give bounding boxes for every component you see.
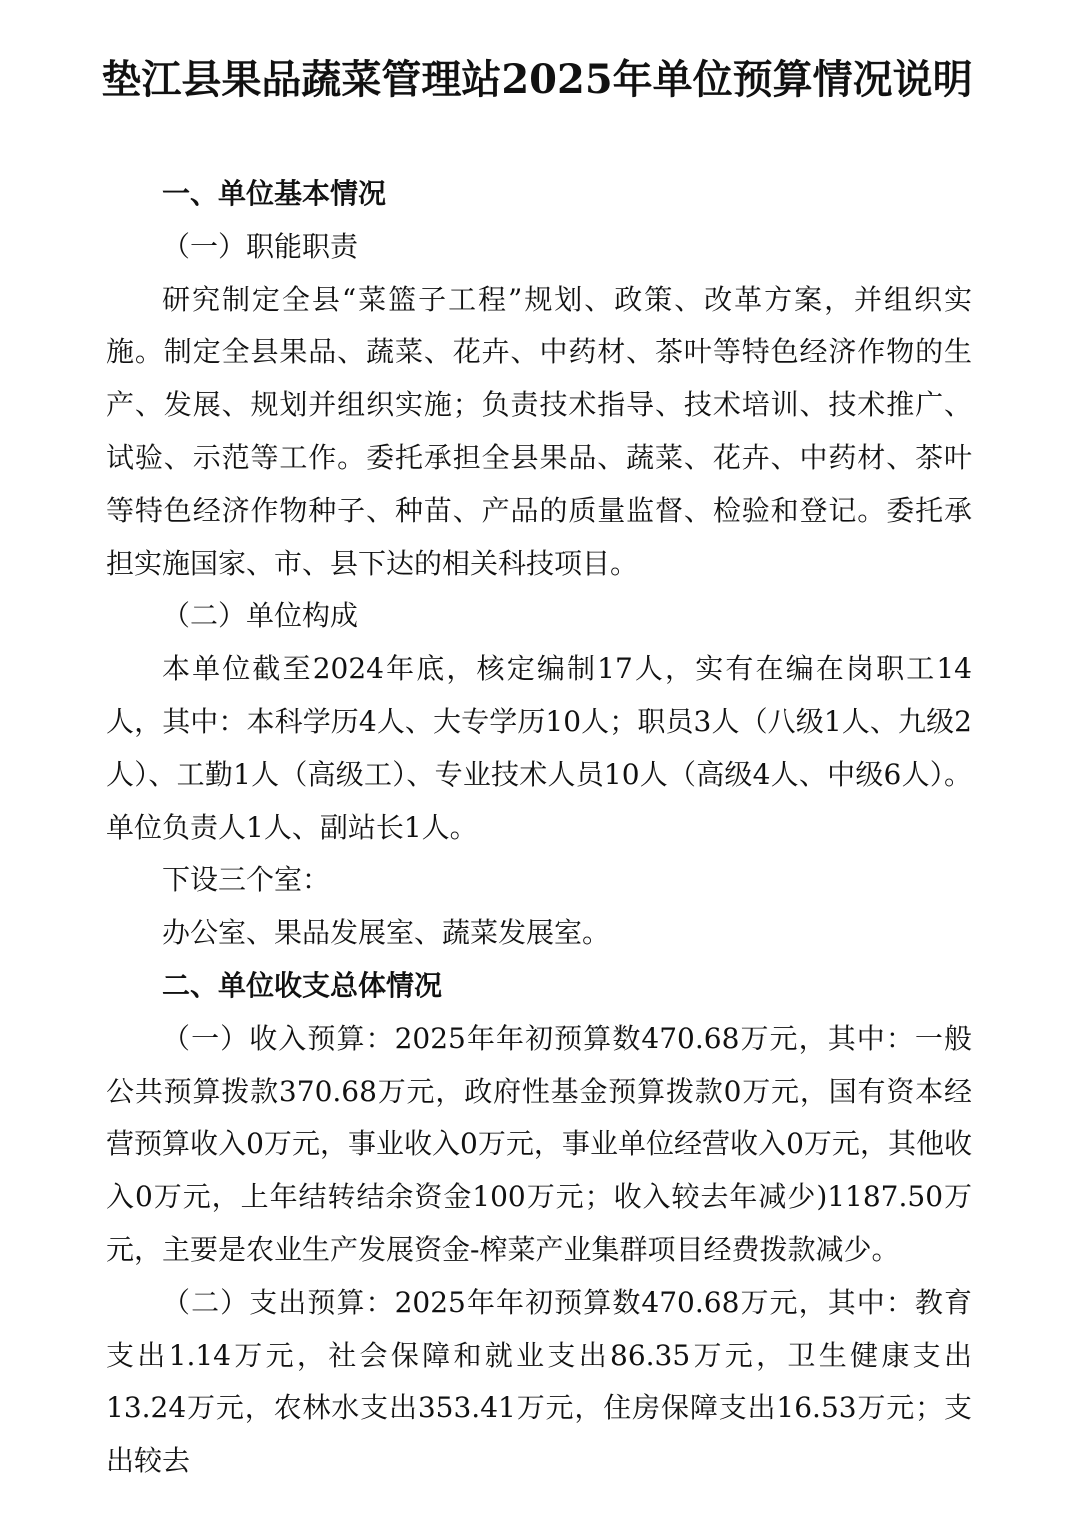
paragraph-offices-list: 办公室、果品发展室、蔬菜发展室。 — [162, 916, 611, 950]
document-title: 垫江县果品蔬菜管理站2025年单位预算情况说明 — [101, 56, 973, 103]
paragraph-offices-intro: 下设三个室： — [162, 863, 331, 897]
paragraph-income-budget: （一）收入预算：2025年年初预算数470.68万元，其中：一般公共预算拨款370.68万元，政府性基金预算拨款0万元，国有资本经营预算收入0万元，事业收入0万元，事业单位经营收入0万元，其他收入0万元，上年结转结余资金100万元；收入较去年减少)1187.50万元，主要是农业生产发展资金-榨菜产业集群项目经费拨款减少。 — [106, 1021, 972, 1266]
subheading-composition: （二）单位构成 — [162, 599, 359, 633]
subheading-functions: （一）职能职责 — [162, 229, 359, 263]
document-body — [106, 168, 972, 1488]
section-heading-basic-info: 一、单位基本情况 — [162, 177, 387, 210]
paragraph-functions: 研究制定全县“菜篮子工程”规划、政策、改革方案，并组织实施。制定全县果品、蔬菜、花卉、中药材、茶叶等特色经济作物的生产、发展、规划并组织实施；负责技术指导、技术培训、技术推广、试验、示范等工作。委托承担全县果品、蔬菜、花卉、中药材、茶叶等特色经济作物种子、种苗、产品的质量监督、检验和登记。委托承担实施国家、市、县下达的相关科技项目。 — [106, 282, 972, 580]
section-heading-budget-overview: 二、单位收支总体情况 — [162, 968, 443, 1002]
paragraph-composition: 本单位截至2024年底，核定编制17人，实有在编在岗职工14人，其中：本科学历4人、大专学历10人；职员3人（八级1人、九级2人）、工勤1人（高级工）、专业技术人员10人（高级4人、中级6人）。单位负责人1人、副站长1人。 — [106, 652, 972, 844]
paragraph-expenditure-budget: （二）支出预算：2025年年初预算数470.68万元，其中：教育支出1.14万元，社会保障和就业支出86.35万元，卫生健康支出13.24万元，农林水支出353.41万元，住房保障支出16.53万元；支出较去 — [106, 1285, 972, 1478]
